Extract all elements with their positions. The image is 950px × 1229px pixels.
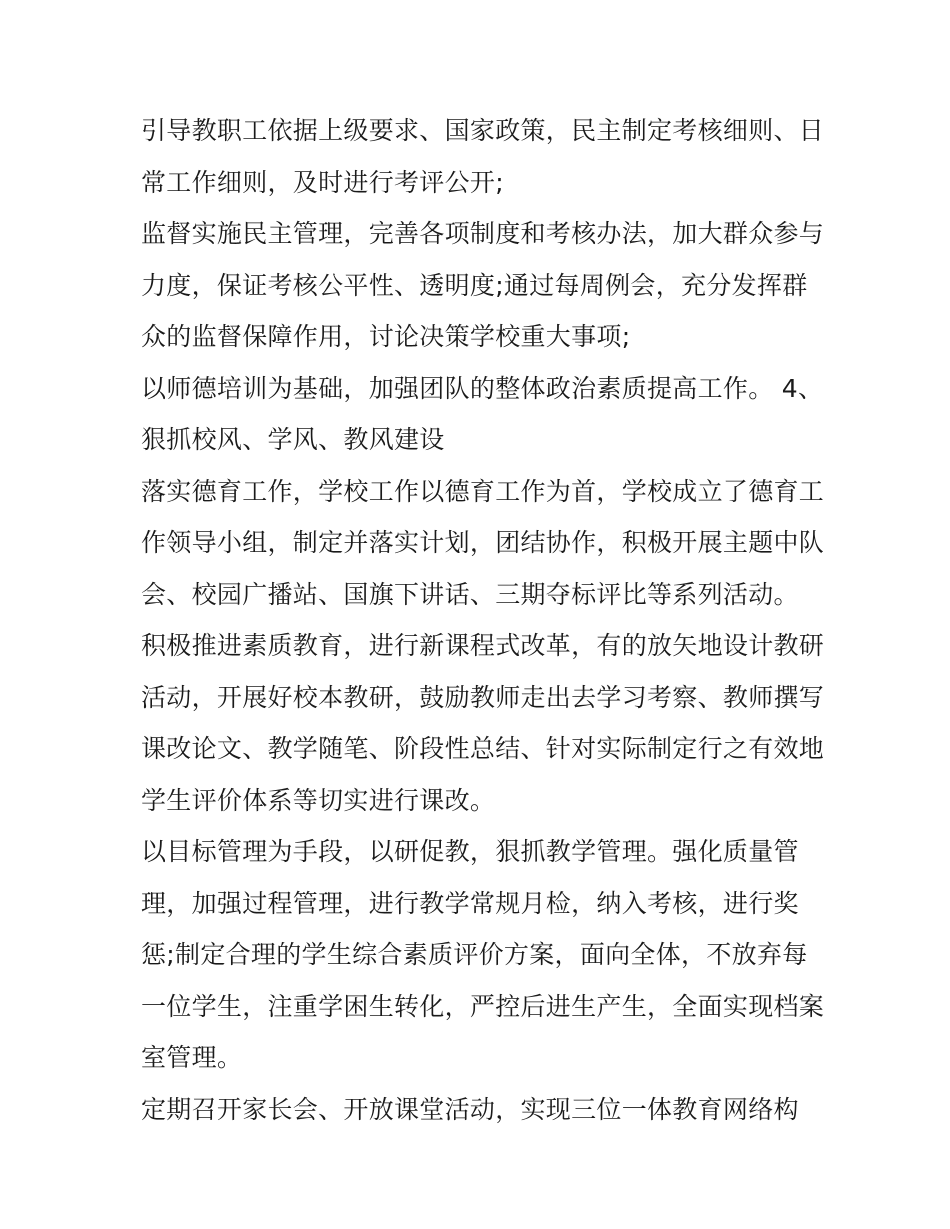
text-line: 狠抓校风、学风、教风建设 <box>141 425 445 454</box>
text-line: 作领导小组，制定并落实计划，团结协作，积极开展主题中队 <box>141 528 825 557</box>
text-line: 惩;制定合理的学生综合素质评价方案，面向全体，不放弃每 <box>141 940 808 969</box>
paragraph <box>141 466 825 621</box>
text-line: 理，加强过程管理，进行教学常规月检，纳入考核，进行奖 <box>141 888 799 918</box>
text-line: 引导教职工依据上级要求、国家政策，民主制定考核细则、日 <box>141 116 825 145</box>
text-line: 积极推进素质教育，进行新课程式改革，有的放矢地设计教研 <box>141 631 825 660</box>
paragraph <box>141 1084 816 1136</box>
text-line: 以目标管理为手段，以研促教，狠抓教学管理。强化质量管 <box>141 837 799 866</box>
text-line: 学生评价体系等切实进行课改。 <box>141 785 496 815</box>
text-line: 会、校园广播站、国旗下讲话、三期夺标评比等系列活动。 <box>141 579 799 609</box>
text-line: 力度，保证考核公平性、透明度;通过每周例会，充分发挥群 <box>141 270 808 300</box>
paragraph <box>141 105 825 208</box>
document-body <box>141 105 825 1135</box>
text-line: 活动，开展好校本教研，鼓励教师走出去学习考察、教师撰写 <box>141 682 825 712</box>
text-line: 监督实施民主管理，完善各项制度和考核办法，加大群众参与 <box>141 219 825 248</box>
text-line: 落实德育工作，学校工作以德育工作为首，学校成立了德育工 <box>141 476 825 506</box>
text-line: 以师德培训为基础，加强团队的整体政治素质提高工作。 4、 <box>141 373 824 403</box>
text-line: 课改论文、教学随笔、阶段性总结、针对实际制定行之有效地 <box>141 734 825 763</box>
paragraph <box>141 363 824 466</box>
text-line: 定期召开家长会、开放课堂活动，实现三位一体教育网络构 <box>141 1094 799 1124</box>
paragraph <box>141 826 825 1084</box>
paragraph <box>141 208 825 363</box>
paragraph <box>141 620 825 826</box>
text-line: 室管理。 <box>141 1043 243 1072</box>
text-line: 一位学生，注重学困生转化，严控后进生产生，全面实现档案 <box>141 991 825 1021</box>
text-line: 众的监督保障作用，讨论决策学校重大事项; <box>141 322 631 351</box>
text-line: 常工作细则，及时进行考评公开; <box>141 167 504 197</box>
